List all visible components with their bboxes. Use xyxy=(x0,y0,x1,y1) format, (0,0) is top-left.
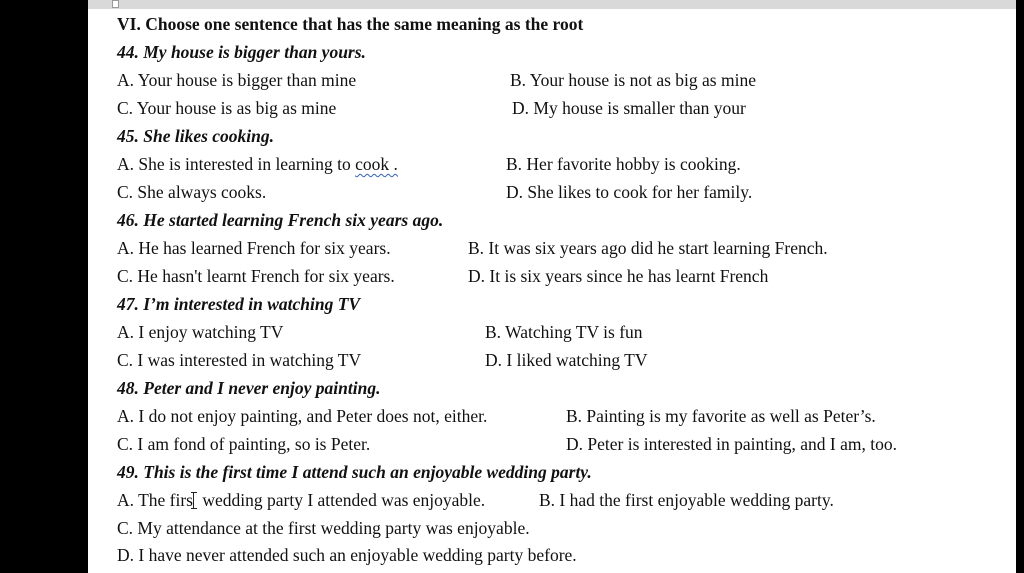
question-44-option-c[interactable]: C. Your house is as big as mine xyxy=(117,98,337,118)
question-47-stem: 47. I’m interested in watching TV xyxy=(117,294,361,314)
question-46-stem: 46. He started learning French six years ago. xyxy=(117,210,444,230)
question-47-option-b[interactable]: B. Watching TV is fun xyxy=(485,322,643,342)
question-45-stem: 45. She likes cooking. xyxy=(117,126,275,146)
question-44-option-a[interactable]: A. Your house is bigger than mine xyxy=(117,70,357,90)
question-44-option-d[interactable]: D. My house is smaller than your xyxy=(512,98,746,118)
question-44-stem: 44. My house is bigger than yours. xyxy=(117,42,366,62)
question-49-option-c[interactable]: C. My attendance at the first wedding party was enjoyable. xyxy=(117,518,530,538)
question-49-option-a-start: A. The firs xyxy=(117,490,193,510)
question-47-option-a[interactable]: A. I enjoy watching TV xyxy=(117,322,284,342)
question-45-option-c[interactable]: C. She always cooks. xyxy=(117,182,267,202)
section-heading: VI. Choose one sentence that has the same meaning as the root xyxy=(117,14,584,34)
question-48-option-a[interactable]: A. I do not enjoy painting, and Peter does not, either. xyxy=(117,406,488,426)
question-49-option-a-end: wedding party I attended was enjoyable. xyxy=(197,490,486,510)
question-48-option-c[interactable]: C. I am fond of painting, so is Peter. xyxy=(117,434,371,454)
question-48-option-b[interactable]: B. Painting is my favorite as well as Peter’s. xyxy=(566,406,876,426)
question-45-option-a-text: A. She is interested in learning to xyxy=(117,154,356,174)
question-46-option-b[interactable]: B. It was six years ago did he start learning French. xyxy=(468,238,828,258)
question-46-option-c[interactable]: C. He hasn't learnt French for six years. xyxy=(117,266,395,286)
question-46-option-d[interactable]: D. It is six years since he has learnt French xyxy=(468,266,769,286)
text-cursor-icon xyxy=(191,492,197,509)
question-48-stem: 48. Peter and I never enjoy painting. xyxy=(117,378,381,398)
document-page[interactable] xyxy=(88,0,1016,573)
spelling-flagged-word[interactable]: cook . xyxy=(355,154,398,174)
question-45-option-a[interactable] xyxy=(117,154,398,174)
question-45-option-d[interactable]: D. She likes to cook for her family. xyxy=(506,182,753,202)
question-46-option-a[interactable]: A. He has learned French for six years. xyxy=(117,238,391,258)
page-top-edge xyxy=(88,0,1016,9)
table-anchor-icon[interactable] xyxy=(112,0,119,8)
question-49-option-a[interactable] xyxy=(117,490,485,510)
question-48-option-d[interactable]: D. Peter is interested in painting, and I am, too. xyxy=(566,434,897,454)
question-49-stem: 49. This is the first time I attend such an enjoyable wedding party. xyxy=(117,462,592,482)
question-47-option-c[interactable]: C. I was interested in watching TV xyxy=(117,350,362,370)
question-49-option-b[interactable]: B. I had the first enjoyable wedding party. xyxy=(539,490,834,510)
question-47-option-d[interactable]: D. I liked watching TV xyxy=(485,350,648,370)
question-45-option-b[interactable]: B. Her favorite hobby is cooking. xyxy=(506,154,741,174)
question-49-option-d[interactable]: D. I have never attended such an enjoyable wedding party before. xyxy=(117,545,577,565)
question-44-option-b[interactable]: B. Your house is not as big as mine xyxy=(510,70,756,90)
